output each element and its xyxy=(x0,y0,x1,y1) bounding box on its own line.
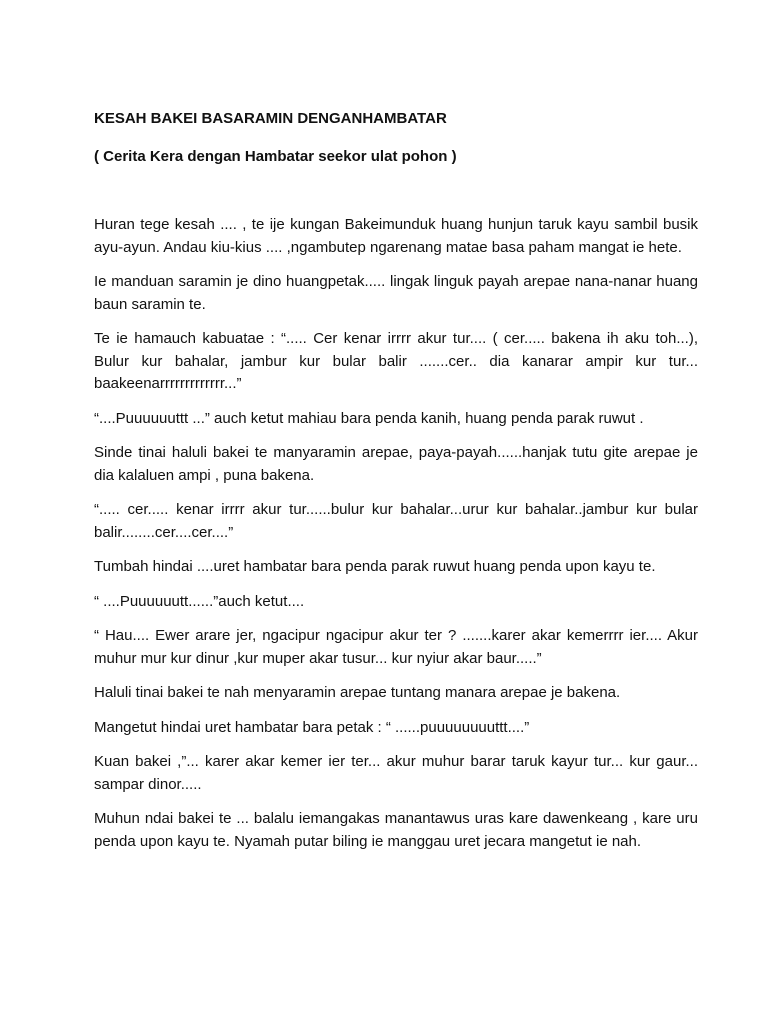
document-page xyxy=(94,108,698,865)
paragraph: “ ....Puuuuuutt......”auch ketut.... xyxy=(94,592,305,610)
paragraph: Huran tege kesah .... , te ije kungan Bakeimunduk huang hunjun taruk kayu sambil busik ayu-ayun. Andau kiu-kius .... ,ngambutep ngarenang matae basa paham mangat ie hete. xyxy=(94,216,698,256)
document-subtitle: ( Cerita Kera dengan Hambatar seekor ulat pohon ) xyxy=(94,148,457,165)
paragraph: Ie manduan saramin je dino huangpetak..... lingak linguk payah arepae nana-nanar huang baun saramin te. xyxy=(94,273,698,313)
document-title: KESAH BAKEI BASARAMIN DENGANHAMBATAR xyxy=(94,110,447,127)
paragraph: Haluli tinai bakei te nah menyaramin arepae tuntang manara arepae je bakena. xyxy=(94,684,621,701)
document-body xyxy=(94,214,698,853)
paragraph: Kuan bakei ,”... karer akar kemer ier ter... akur muhur barar taruk kayur tur... kur gaur... sampar dinor..... xyxy=(94,753,698,793)
paragraph: “....Puuuuuuttt ...” auch ketut mahiau bara penda kanih, huang penda parak ruwut . xyxy=(94,409,644,427)
paragraph: Sinde tinai haluli bakei te manyaramin arepae, paya-payah......hanjak tutu gite arepae je dia kalaluen ampi , puna bakena. xyxy=(94,444,698,484)
paragraph: Tumbah hindai ....uret hambatar bara penda parak ruwut huang penda upon kayu te. xyxy=(94,558,656,575)
paragraph: Te ie hamauch kabuatae : “..... Cer kenar irrrr akur tur.... ( cer..... bakena ih aku toh...), Bulur kur bahalar, jambur kur bular balir .......cer.. dia kanarar ampir kur tur... baakeenarrrrrrrrrrrrr...” xyxy=(94,330,698,392)
paragraph: “..... cer..... kenar irrrr akur tur......bulur kur bahalar...urur kur bahalar..jambur kur bular balir........cer....cer....” xyxy=(94,501,698,541)
paragraph: “ Hau.... Ewer arare jer, ngacipur ngacipur akur ter ? .......karer akar kemerrrr ier.... Akur muhur mur kur dinur ,kur muper akar tusur... kur nyiur akar baur.....” xyxy=(94,627,698,667)
paragraph: Mangetut hindai uret hambatar bara petak : “ ......puuuuuuuuttt....” xyxy=(94,718,530,736)
paragraph: Muhun ndai bakei te ... balalu iemangakas manantawus uras kare dawenkeang , kare uru penda upon kayu te. Nyamah putar biling ie manggau uret jecara mangetut ie nah. xyxy=(94,810,698,850)
